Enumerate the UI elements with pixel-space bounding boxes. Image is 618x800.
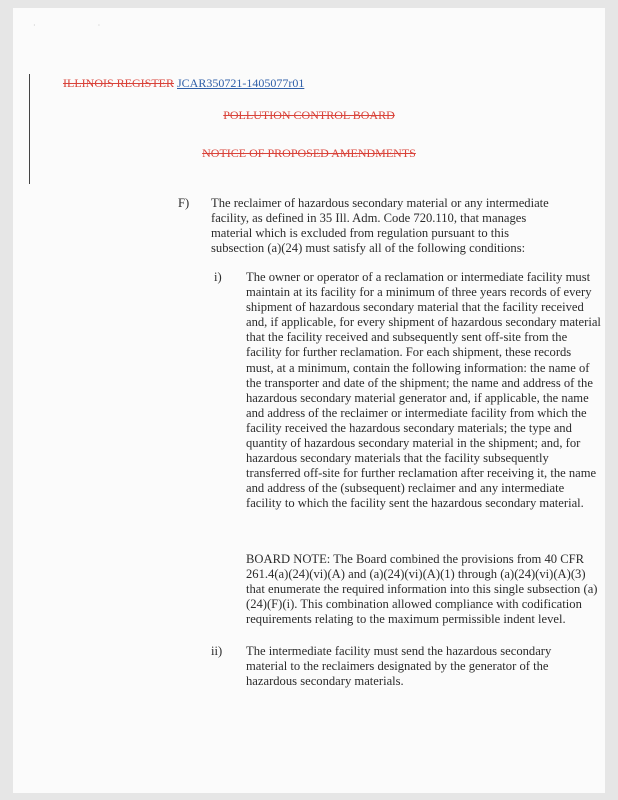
notice-heading: NOTICE OF PROPOSED AMENDMENTS (202, 146, 416, 160)
document-page (13, 8, 605, 793)
revision-bar (29, 74, 30, 184)
f-label: F) (178, 196, 190, 210)
i-label: i) (214, 270, 222, 284)
register-struck-text: ILLINOIS REGISTER (63, 76, 174, 90)
register-header (63, 76, 304, 91)
board-note: BOARD NOTE: The Board combined the provisions from 40 CFR 261.4(a)(24)(vi)(A) and (a)(24)(vi)(A)(1) through (a)(24)(vi)(A)(3) that enumerate the required information into this single subsection (a)(24)(F)(i). This combination allowed compliance with codification requirements relating to the maximum permissible indent level. (246, 552, 598, 627)
jcar-inserted-text: JCAR350721-1405077r01 (177, 76, 305, 90)
scan-specks: · · (33, 21, 131, 30)
f-paragraph: The reclaimer of hazardous secondary material or any intermediate facility, as defined in 35 Ill. Adm. Code 720.110, that manages material which is excluded from regulation pursuant to this subsection (a)(24) must satisfy all of the following conditions: (211, 196, 549, 256)
board-heading: POLLUTION CONTROL BOARD (223, 108, 395, 122)
ii-label: ii) (211, 644, 223, 658)
ii-paragraph: The intermediate facility must send the hazardous secondary material to the reclaimers designated by the generator of the hazardous secondary materials. (246, 644, 552, 689)
i-paragraph: The owner or operator of a reclamation or intermediate facility must maintain at its facility for a minimum of three years records of every shipment of hazardous secondary material that the facility received and, if applicable, for every shipment of hazardous secondary material that the facility received and subsequently sent off-site from the facility for further reclamation. For each shipment, these records must, at a minimum, contain the following information: the name of the transporter and date of the shipment; the name and address of the hazardous secondary material generator and, if applicable, the name and address of the reclaimer or intermediate facility from which the facility received the hazardous secondary materials; the type and quantity of hazardous secondary material in the shipment; and, for hazardous secondary materials that the facility subsequently transferred off-site for further reclamation after receiving it, the name and address of the (subsequent) reclaimer and any intermediate facility to which the facility sent the hazardous secondary material. (246, 270, 601, 511)
